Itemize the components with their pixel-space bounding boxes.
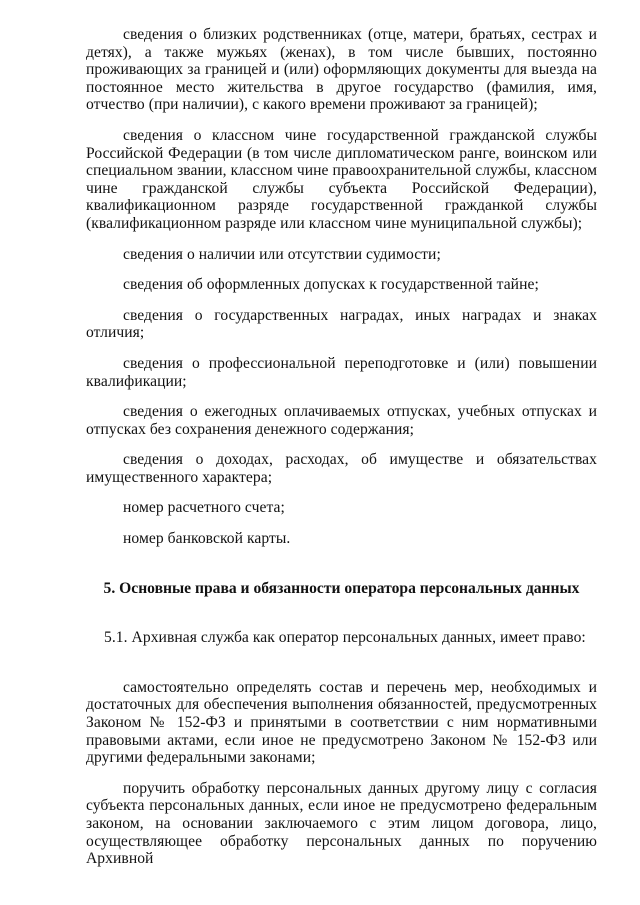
paragraph-income: сведения о доходах, расходах, об имуществе и обязательствах имущественного характера; [86,451,597,486]
paragraph-card: номер банковской карты. [123,530,291,548]
paragraph-class-rank: сведения о классном чине государственной гражданской службы Российской Федерации (в том числе дипломатическом ранге, воинском или специальном звании, классном чине правоохранительной службы, классном чине гражданской службы субъекта Российской Федерации), квалификационном разряде государственной гражданкой службы (квалификационном разряде или классном чине муниципальной службы); [86,126,597,232]
paragraph-measures: самостоятельно определять состав и перечень мер, необходимых и достаточных для обеспечения выполнения обязанностей, предусмотренных Законом № 152-ФЗ и принятыми в соответствии с ним нормативными правовыми актами, если иное не предусмотрено Законом № 152-ФЗ или другими федеральными законами; [86,678,597,767]
paragraph-training: сведения о профессиональной переподготовке и (или) повышении квалификации; [86,354,597,390]
subsection-5-1: 5.1. Архивная служба как оператор персональных данных, имеет право: [104,629,586,647]
paragraph-relatives: сведения о близких родственниках (отце, матери, братьях, сестрах и детях), а также мужьях (женах), в том числе бывших, постоянно проживающих за границей и (или) оформляющих документы для выезда на постоянное место жительства в другое государство (фамилия, имя, отчество (при наличии), с какого времени проживают за границей); [86,26,597,114]
paragraph-account: номер расчетного счета; [123,499,285,517]
paragraph-delegate: поручить обработку персональных данных другому лицу с согласия субъекта персональных данных, если иное не предусмотрено федеральным законом, на основании заключаемого с этим лицом договора, лицо, осуществляющее обработку персональных данных по поручению Архивной [86,779,597,868]
section-heading: 5. Основные права и обязанности оператора персональных данных [103,579,580,597]
paragraph-vacations: сведения о ежегодных оплачиваемых отпусках, учебных отпусках и отпусках без сохранения денежного содержания; [86,403,597,438]
paragraph-clearance: сведения об оформленных допусках к государственной тайне; [123,276,539,294]
paragraph-conviction: сведения о наличии или отсутствии судимости; [123,245,441,263]
paragraph-awards: сведения о государственных наградах, иных наградах и знаках отличия; [86,306,597,342]
